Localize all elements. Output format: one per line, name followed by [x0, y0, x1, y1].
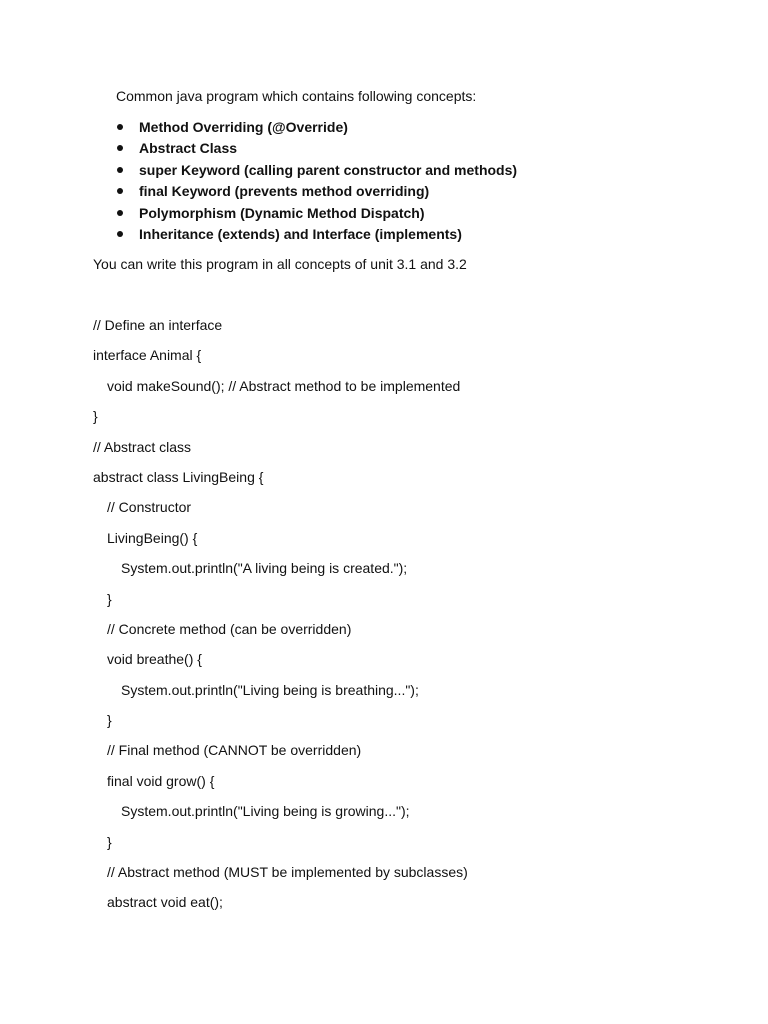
intro-text: Common java program which contains following concepts: — [116, 88, 477, 104]
concept-item — [116, 182, 517, 203]
concept-item — [116, 118, 517, 139]
code-line: // Define an interface — [93, 317, 223, 333]
bullet-icon — [117, 124, 123, 130]
code-line: final void grow() { — [107, 772, 215, 789]
code-line: // Abstract method (MUST be implemented by subclasses) — [107, 864, 468, 881]
code-line: abstract void eat(); — [107, 894, 223, 911]
concept-item — [116, 139, 517, 160]
code-line: // Constructor — [107, 499, 192, 516]
bullet-icon — [117, 145, 123, 151]
code-line: // Concrete method (can be overridden) — [107, 620, 352, 637]
code-line: void makeSound(); // Abstract method to be implemented — [107, 377, 461, 394]
code-line: LivingBeing() { — [107, 529, 198, 546]
unit-note: You can write this program in all concepts of unit 3.1 and 3.2 — [93, 256, 467, 272]
bullet-icon — [117, 210, 123, 216]
concept-item — [116, 225, 517, 246]
code-block — [93, 316, 468, 924]
bullet-icon — [117, 231, 123, 237]
bullet-icon — [117, 167, 123, 173]
code-line: System.out.println("Living being is breathing..."); — [121, 681, 419, 698]
code-line: // Final method (CANNOT be overridden) — [107, 742, 362, 759]
concept-label: super Keyword (calling parent constructor and methods) — [139, 161, 518, 178]
concept-item — [116, 204, 517, 225]
concept-label: Abstract Class — [139, 140, 238, 157]
code-line: } — [107, 833, 112, 850]
bullet-icon — [117, 188, 123, 194]
code-line: // Abstract class — [93, 438, 192, 455]
code-line: System.out.println("Living being is growing..."); — [121, 803, 410, 820]
concepts-list — [116, 118, 517, 246]
code-line: void breathe() { — [107, 651, 202, 668]
concept-label: Method Overriding (@Override) — [139, 119, 348, 135]
code-line: } — [93, 408, 98, 425]
concept-item — [116, 161, 517, 182]
concept-label: final Keyword (prevents method overriding) — [139, 183, 430, 200]
code-line: abstract class LivingBeing { — [93, 468, 264, 485]
code-line: } — [107, 712, 112, 729]
concept-label: Inheritance (extends) and Interface (implements) — [139, 225, 462, 242]
concept-label: Polymorphism (Dynamic Method Dispatch) — [139, 204, 425, 221]
code-line: System.out.println("A living being is created."); — [121, 560, 408, 577]
code-line: interface Animal { — [93, 347, 202, 364]
code-line: } — [107, 590, 112, 607]
